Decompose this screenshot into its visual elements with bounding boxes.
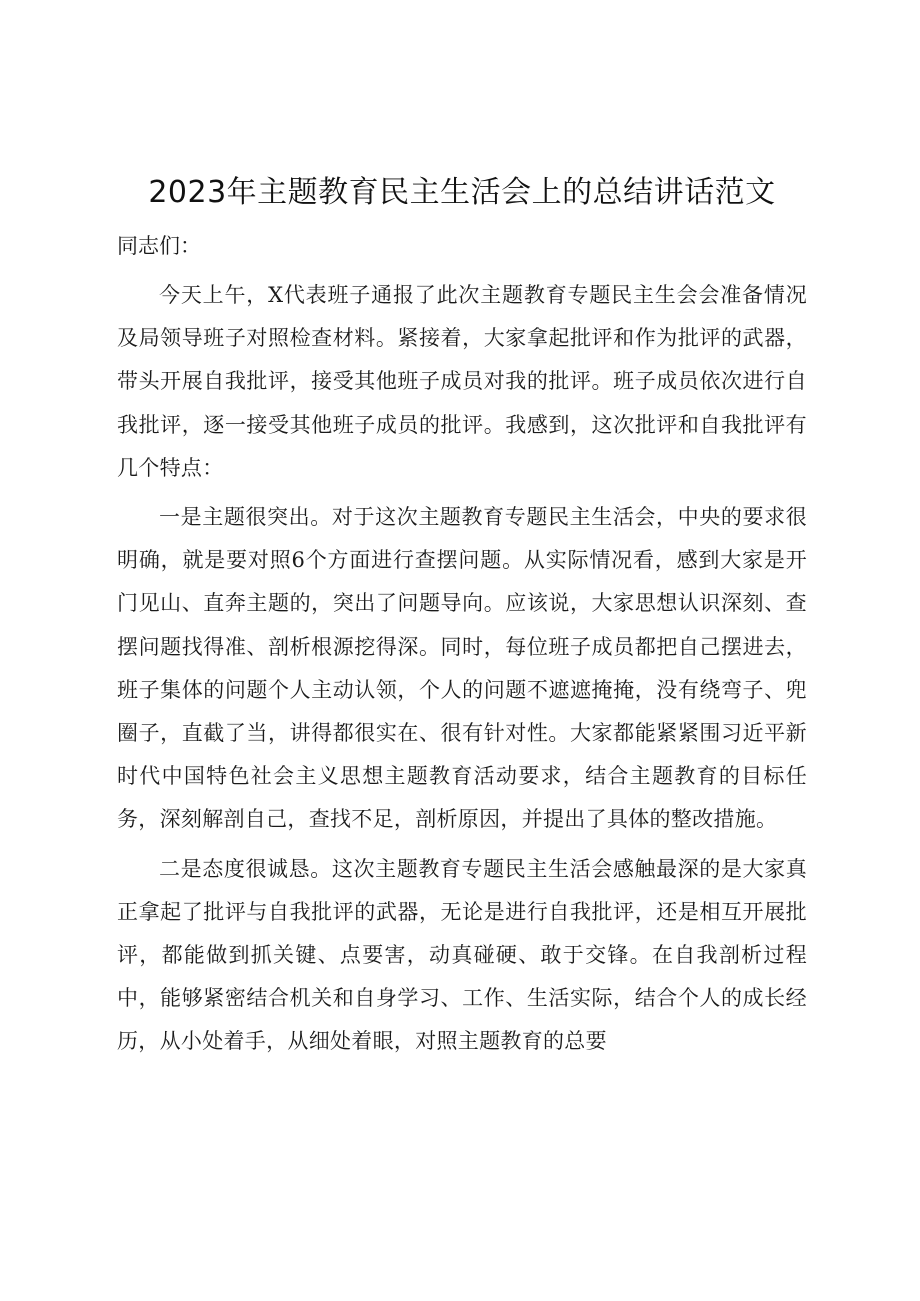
document-title: 2023年主题教育民主生活会上的总结讲话范文: [148, 175, 776, 210]
salutation: 同志们：: [117, 234, 201, 258]
document-page: [117, 170, 807, 1064]
paragraph-point-two: 二是态度很诚恳。这次主题教育专题民主生活会感触最深的是大家真正拿起了批评与自我批评的武器，无论是进行自我批评，还是相互开展批评，都能做到抓关键、点要害，动真碰硬、敢于交锋。在自我剖析过程中，能够紧密结合机关和自身学习、工作、生活实际，结合个人的成长经历，从小处着手，从细处着眼，对照主题教育的总要: [117, 856, 807, 1054]
paragraph-point-one: 一是主题很突出。对于这次主题教育专题民主生活会，中央的要求很明确，就是要对照6个方面进行查摆问题。从实际情况看，感到大家是开门见山、直奔主题的，突出了问题导向。应该说，大家思想认识深刻、查摆问题找得准、剖析根源挖得深。同时，每位班子成员都把自己摆进去，班子集体的问题个人主动认领，个人的问题不遮遮掩掩，没有绕弯子、兜圈子，直截了当，讲得都很实在、很有针对性。大家都能紧紧围习近平新时代中国特色社会主义思想主题教育活动要求，结合主题教育的目标任务，深刻解剖自己，查找不足，剖析原因，并提出了具体的整改措施。: [117, 505, 807, 832]
paragraph-intro: 今天上午，X代表班子通报了此次主题教育专题民主生会会准备情况及局领导班子对照检查材料。紧接着，大家拿起批评和作为批评的武器，带头开展自我批评，接受其他班子成员对我的批评。班子成员依次进行自我批评，逐一接受其他班子成员的批评。我感到，这次批评和自我批评有几个特点：: [117, 283, 807, 480]
